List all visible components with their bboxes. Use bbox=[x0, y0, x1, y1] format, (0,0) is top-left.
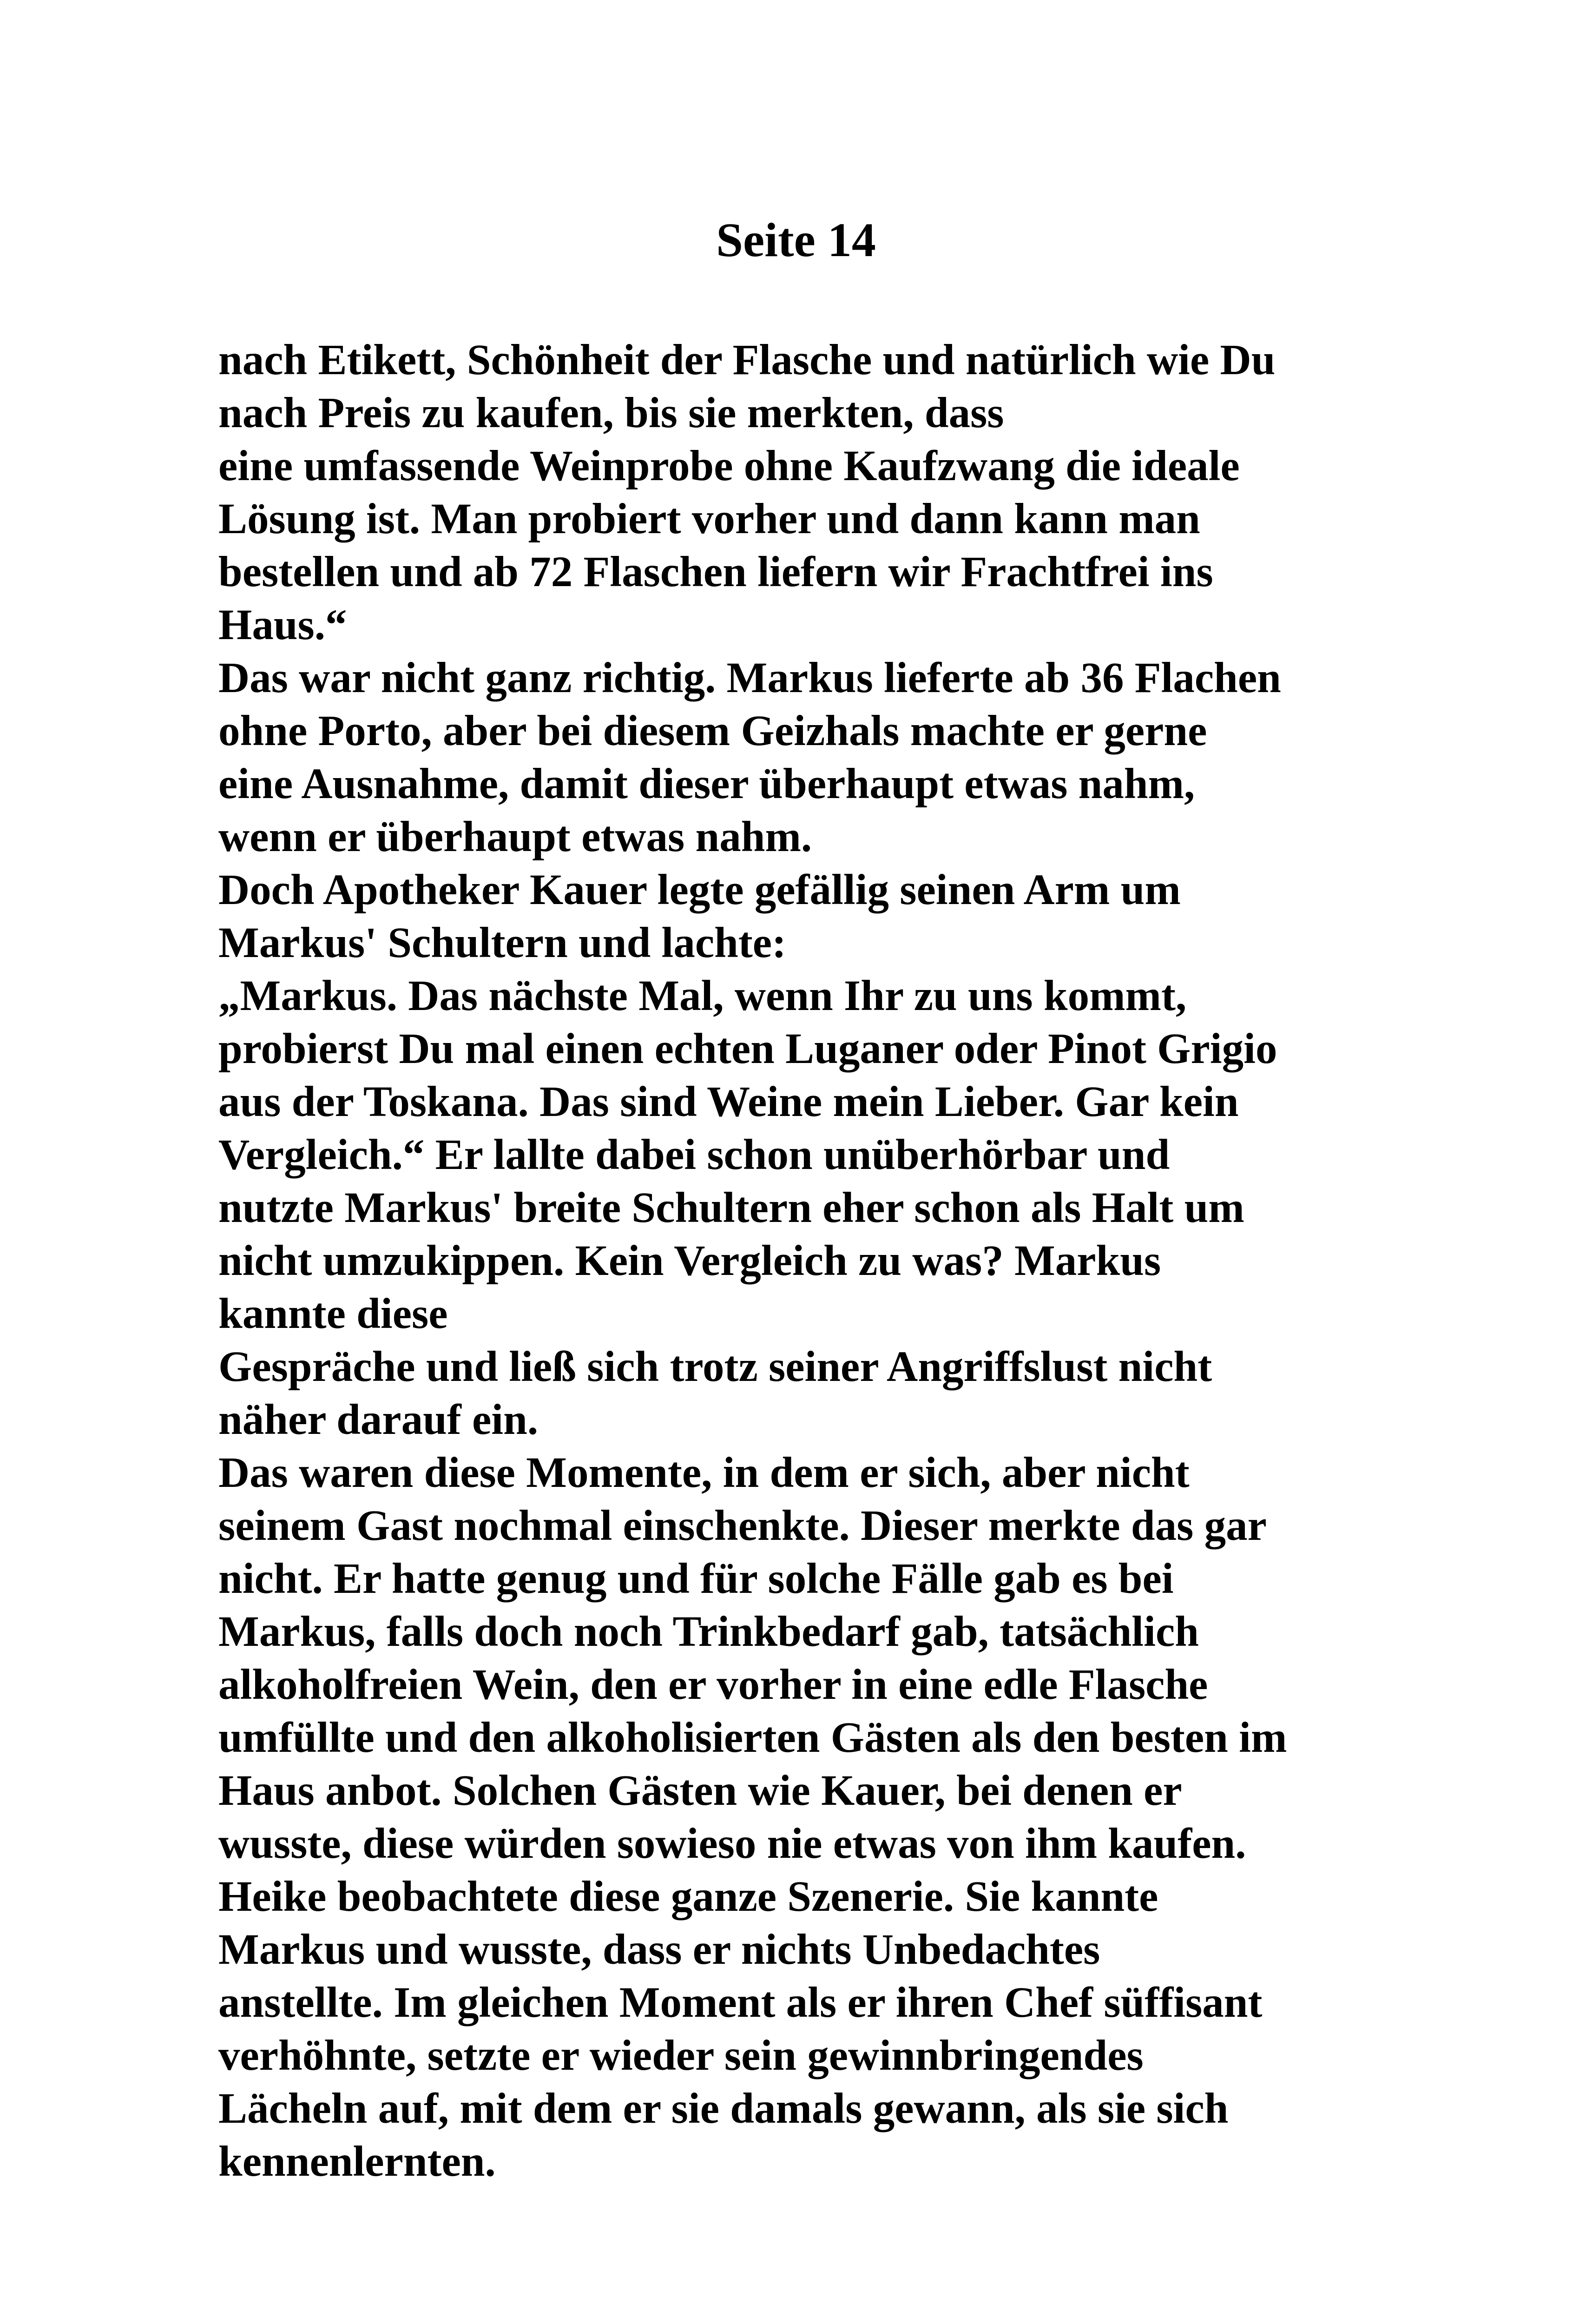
text-line: probierst Du mal einen echten Luganer oder Pinot Grigio bbox=[218, 1025, 1277, 1073]
text-line: eine umfassende Weinprobe ohne Kaufzwang die ideale bbox=[218, 442, 1240, 490]
text-line: Das war nicht ganz richtig. Markus lieferte ab 36 Flachen bbox=[218, 654, 1281, 702]
text-line: umfüllte und den alkoholisierten Gästen als den besten im bbox=[218, 1714, 1287, 1762]
text-line: bestellen und ab 72 Flaschen liefern wir Frachtfrei ins bbox=[218, 548, 1213, 596]
text-line: anstellte. Im gleichen Moment als er ihren Chef süffisant bbox=[218, 1979, 1263, 2027]
text-line: eine Ausnahme, damit dieser überhaupt etwas nahm, bbox=[218, 760, 1195, 808]
text-line: Haus anbot. Solchen Gästen wie Kauer, bei denen er bbox=[218, 1767, 1182, 1815]
text-line: ohne Porto, aber bei diesem Geizhals machte er gerne bbox=[218, 707, 1207, 755]
text-line: nicht umzukippen. Kein Vergleich zu was? Markus bbox=[218, 1237, 1161, 1285]
text-line: Markus und wusste, dass er nichts Unbedachtes bbox=[218, 1926, 1100, 1974]
text-line: Lösung ist. Man probiert vorher und dann kann man bbox=[218, 495, 1200, 543]
text-line: Doch Apotheker Kauer legte gefällig seinen Arm um bbox=[218, 866, 1181, 914]
text-line: Markus, falls doch noch Trinkbedarf gab, tatsächlich bbox=[218, 1608, 1199, 1656]
text-line: wusste, diese würden sowieso nie etwas von ihm kaufen. bbox=[218, 1820, 1246, 1868]
text-line: Markus' Schultern und lachte: bbox=[218, 919, 787, 967]
text-line: wenn er überhaupt etwas nahm. bbox=[218, 813, 812, 861]
text-line: Gespräche und ließ sich trotz seiner Angriffslust nicht bbox=[218, 1343, 1212, 1391]
text-line: kannte diese bbox=[218, 1290, 448, 1338]
page-title: Seite 14 bbox=[716, 213, 876, 267]
text-line: verhöhnte, setzte er wieder sein gewinnbringendes bbox=[218, 2032, 1144, 2080]
text-line: näher darauf ein. bbox=[218, 1396, 539, 1444]
text-line: seinem Gast nochmal einschenkte. Dieser merkte das gar bbox=[218, 1502, 1267, 1550]
text-line: Lächeln auf, mit dem er sie damals gewann, als sie sich bbox=[218, 2085, 1229, 2133]
body-text bbox=[218, 334, 1408, 2188]
text-line: alkoholfreien Wein, den er vorher in eine edle Flasche bbox=[218, 1661, 1208, 1709]
text-line: „Markus. Das nächste Mal, wenn Ihr zu uns kommt, bbox=[218, 972, 1187, 1020]
text-line: Vergleich.“ Er lallte dabei schon unüberhörbar und bbox=[218, 1131, 1170, 1179]
text-line: nach Preis zu kaufen, bis sie merkten, dass bbox=[218, 389, 1004, 437]
text-line: nicht. Er hatte genug und für solche Fälle gab es bei bbox=[218, 1555, 1174, 1603]
text-line: Heike beobachtete diese ganze Szenerie. Sie kannte bbox=[218, 1873, 1158, 1921]
text-line: nutzte Markus' breite Schultern eher schon als Halt um bbox=[218, 1184, 1244, 1232]
text-line: Das waren diese Momente, in dem er sich, aber nicht bbox=[218, 1449, 1190, 1497]
text-line: nach Etikett, Schönheit der Flasche und natürlich wie Du bbox=[218, 336, 1276, 384]
text-line: aus der Toskana. Das sind Weine mein Lieber. Gar kein bbox=[218, 1078, 1239, 1126]
text-line: kennenlernten. bbox=[218, 2138, 496, 2185]
text-line: Haus.“ bbox=[218, 601, 347, 649]
